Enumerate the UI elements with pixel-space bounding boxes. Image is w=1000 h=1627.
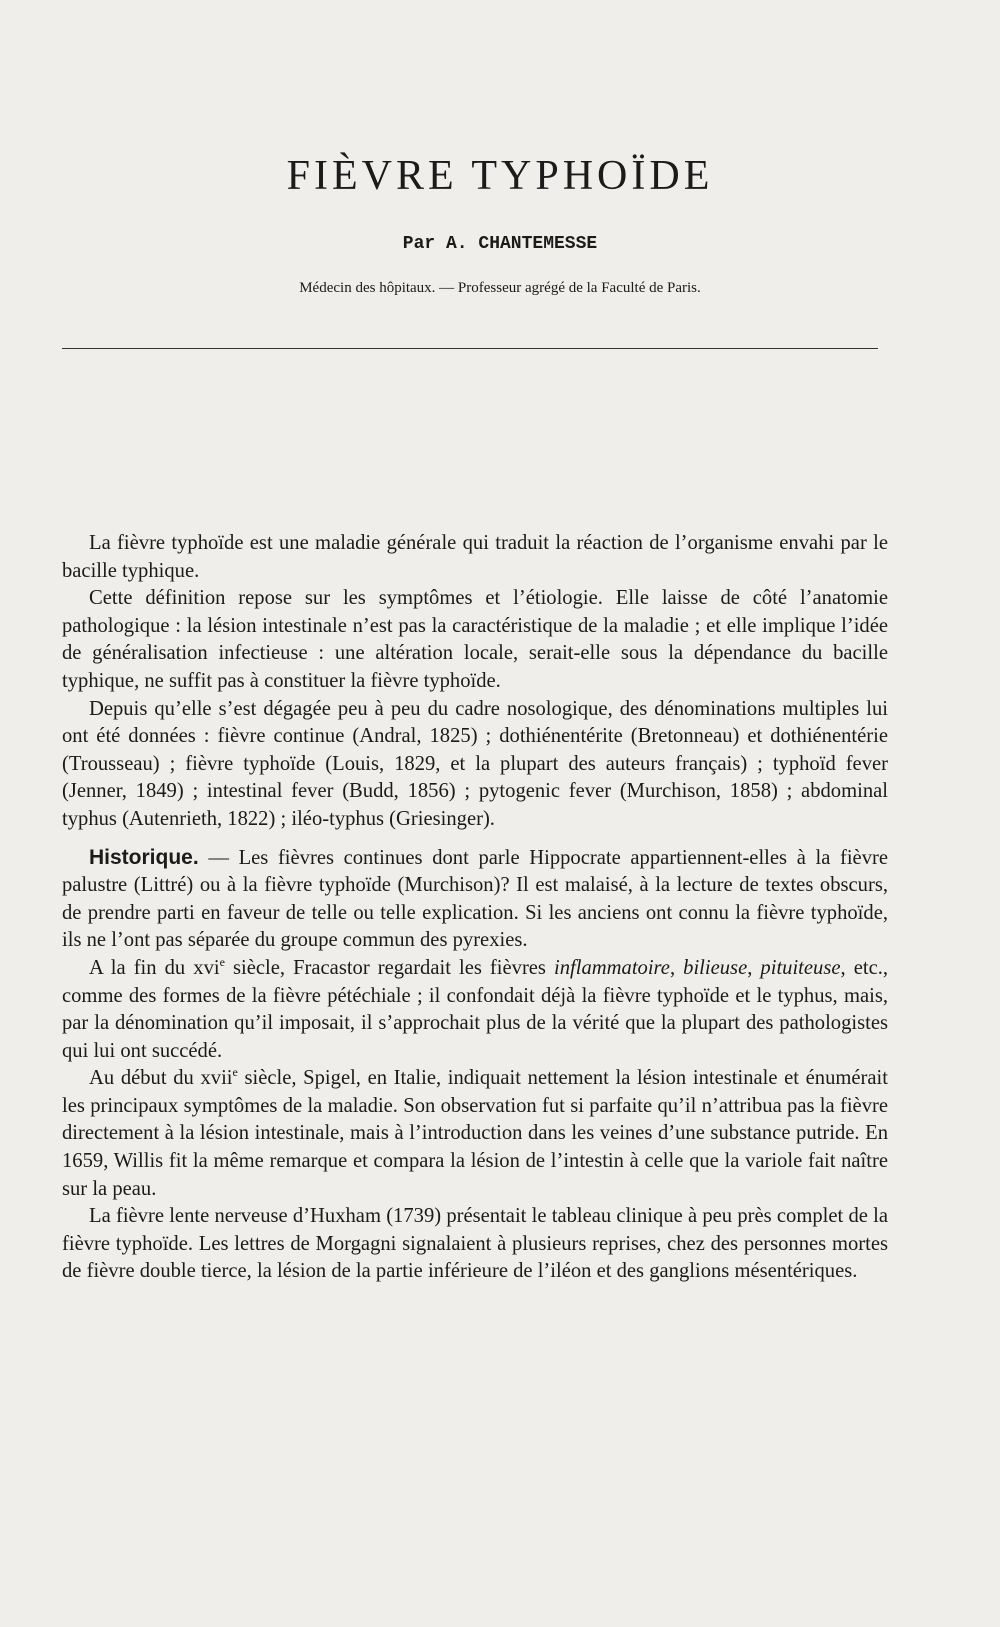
italic-term: bilieuse xyxy=(683,956,748,979)
text-run: , etc., comme des formes de la fièvre pétéchiale ; il confondait déjà la fièvre typhoïde et le typhus, mais, par la dénomination qu’il imposait, il s’approchait plus de la vérité que la plupart des pathologistes qui lui ont succédé. xyxy=(62,956,889,1062)
paragraph-huxham: La fièvre lente nerveuse d’Huxham (1739) présentait le tableau clinique à peu près complet de la fièvre typhoïde. Les lettres de Morgagni signalaient à plusieurs reprises, chez des personnes mortes de fièvre double tierce, la lésion de la partie inférieure de l’iléon et des ganglions mésentériques. xyxy=(62,1205,888,1283)
text-run: A la fin du xyxy=(89,956,194,979)
text-run: , xyxy=(747,956,761,979)
paragraph-definition: La fièvre typhoïde est une maladie générale qui traduit la réaction de l’organisme envahi par le bacille typhique. xyxy=(62,532,888,582)
italic-term: inflammatoire xyxy=(554,956,670,979)
text-run: siècle, Spigel, en Italie, indiquait nettement la lésion intestinale et énumérait les principaux symptômes de la maladie. Son observation fut si parfaite qu’il n’attribua pas la fièvre directement à la lésion intestinale, mais à l’introduction dans les veines d’une substance putride. En 1659, Willis fit la même remarque et compara la lésion de l’intestin à celle que la variole fait naître sur la peau. xyxy=(62,1067,888,1200)
author-affiliation: Médecin des hôpitaux. — Professeur agrégé de la Faculté de Paris. xyxy=(299,280,701,296)
paragraph-fracastor xyxy=(62,955,888,1065)
header-rule xyxy=(62,348,878,349)
century-numeral: xvii xyxy=(200,1067,233,1090)
section-heading-historique: Historique. xyxy=(89,845,199,869)
text-run: , xyxy=(669,956,684,979)
text-run: Au début du xyxy=(89,1067,201,1090)
century-superscript: e xyxy=(219,955,225,970)
text-run: siècle, Fracastor regardait les fièvres xyxy=(224,956,555,979)
author-byline: Par A. CHANTEMESSE xyxy=(402,234,598,254)
paragraph-denominations: Depuis qu’elle s’est dégagée peu à peu du cadre nosologique, des dénominations multiples lui ont été données : fièvre continue (Andral, 1825) ; dothiénentérite (Bretonneau) et dothiénentérie (Trousseau) ; fièvre typhoïde (Louis, 1829, et la plupart des auteurs français) ; typhoïd fever (Jenner, 1849) ; intestinal fever (Budd, 1856) ; pytogenic fever (Murchison, 1858) ; abdominal typhus (Autenrieth, 1822) ; iléo-typhus (Griesinger). xyxy=(62,697,888,830)
paragraph-historique xyxy=(62,844,888,955)
article-title: FIÈVRE TYPHOÏDE xyxy=(286,153,714,199)
paragraph-spigel xyxy=(62,1065,888,1203)
italic-term: pituiteuse xyxy=(760,956,841,979)
historique-text: — Les fièvres continues dont parle Hippocrate appartiennent-elles à la fièvre palustre (Littré) ou à la fièvre typhoïde (Murchison)? Il est malaisé, à la lecture de textes obscurs, de prendre parti en faveur de telle ou telle explication. Si les anciens ont connu la fièvre typhoïde, ils ne l’ont pas séparée du groupe commun des pyrexies. xyxy=(62,846,888,952)
paragraph-definition-detail: Cette définition repose sur les symptômes et l’étiologie. Elle laisse de côté l’anatomie pathologique : la lésion intestinale n’est pas la caractéristique de la maladie ; et elle implique l’idée de généralisation infectieuse : une altération locale, serait-elle sous la dépendance du bacille typhique, ne suffit pas à constituer la fièvre typhoïde. xyxy=(62,587,888,692)
century-numeral: xvi xyxy=(193,956,220,979)
century-superscript: e xyxy=(232,1065,238,1080)
article-body xyxy=(62,530,888,1286)
